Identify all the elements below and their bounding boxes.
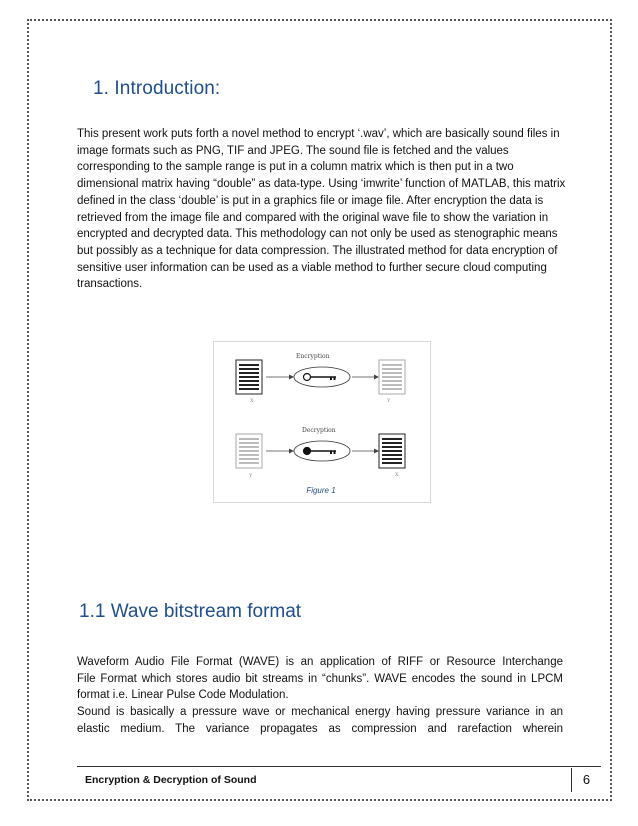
document-x-plain-icon: [236, 360, 262, 394]
encryption-diagram-svg: [214, 342, 430, 502]
paragraph-line: elastic medium. The variance propagates as compression and rarefaction wherein: [77, 722, 563, 735]
section-heading-introduction: 1. Introduction:: [93, 78, 221, 99]
wave-format-paragraph: [77, 654, 563, 738]
figure-caption: Figure 1: [306, 486, 336, 495]
doc-label-y-top: Y: [387, 398, 391, 404]
doc-label-y-bottom: Y: [249, 473, 253, 479]
key-icon-encryption: [294, 367, 350, 387]
document-y-cipher-icon-bottom: [236, 434, 262, 468]
footer-divider: [77, 766, 601, 767]
document-x-plain-icon-bottom: [379, 434, 405, 468]
paragraph-line: Waveform Audio File Format (WAVE) is an application of RIFF or Resource Interchange: [77, 656, 563, 668]
paragraph-line: File Format which stores audio bit streams in “chunks”. WAVE encodes the sound in LPCM: [77, 672, 563, 685]
document-y-cipher-icon: [379, 360, 405, 394]
section-heading-wave-bitstream: 1.1 Wave bitstream format: [79, 601, 302, 622]
paragraph-line: Sound is basically a pressure wave or mechanical energy having pressure variance in an: [77, 706, 563, 719]
doc-label-x-bottom: X: [395, 472, 399, 478]
key-icon-decryption: [294, 441, 350, 461]
introduction-paragraph: This present work puts forth a novel method to encrypt ‘.wav’, which are basically sound files in image formats such as PNG, TIF and JPEG. The sound file is fetched and the values corresponding to the sample range is put in a column matrix which is then put in a two dimensional matrix having “double” as data-type. Using ‘imwrite’ function of MATLAB, this matrix defined in the class ‘double’ is put in a graphics file or image file. After encryption the data is retrieved from the image file and compared with the original wave file to show the variation in encrypted and decrypted data. This methodology can not only be used as stenographic means but possibly as a technique for data compression. The illustrated method for data encryption of sensitive user information can be used as a viable method to further secure cloud computing transactions.: [77, 128, 566, 291]
encryption-label: Encryption: [296, 353, 330, 360]
doc-label-x-top: X: [250, 398, 254, 404]
page-number: 6: [571, 768, 601, 792]
figure-encryption-diagram: [213, 341, 431, 503]
footer-title: Encryption & Decryption of Sound: [85, 774, 257, 786]
paragraph-line: format i.e. Linear Pulse Code Modulation.: [77, 689, 289, 702]
decryption-label: Decryption: [302, 427, 336, 434]
